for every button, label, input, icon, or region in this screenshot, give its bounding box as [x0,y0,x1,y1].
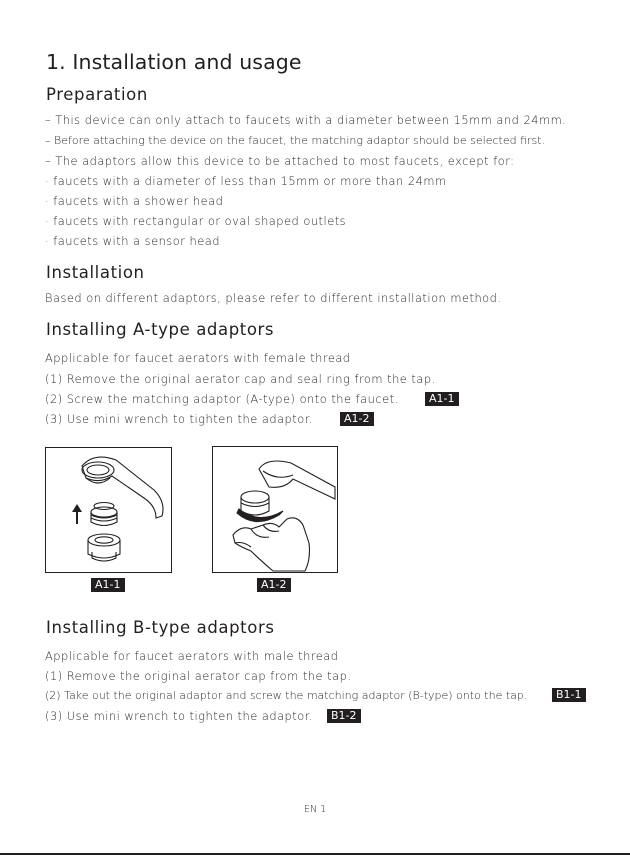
preparation-bullet: · faucets with rectangular or oval shaped outlets [45,214,347,228]
a-type-step-3: (3) Use mini wrench to tighten the adaptor. [45,412,313,426]
installation-text: Based on different adaptors, please refer to different installation method. [45,291,502,305]
b-type-step-2: (2) Take out the original adaptor and screw the matching adaptor (B-type) onto the tap. [45,689,528,702]
figure-reference-tag: B1-1 [552,688,586,702]
section-heading-b-type: Installing B-type adaptors [46,618,275,637]
figure-reference-tag: B1-2 [327,709,361,723]
preparation-bullet: · faucets with a shower head [45,194,224,208]
section-heading-a-type: Installing A-type adaptors [46,320,275,339]
figure-caption: A1-2 [257,578,291,592]
preparation-line: – This device can only attach to faucets with a diameter between 15mm and 24mm. [45,113,567,127]
figure-a1-1 [45,447,172,573]
figure-a1-2 [212,446,338,573]
preparation-bullet: · faucets with a diameter of less than 15mm or more than 24mm [45,174,447,188]
b-type-step-3: (3) Use mini wrench to tighten the adaptor. [45,709,313,723]
up-arrow-icon [72,504,82,524]
b-type-step-1: (1) Remove the original aerator cap from the tap. [45,669,352,683]
figure-caption: A1-1 [91,578,125,592]
page-title: 1. Installation and usage [46,50,302,74]
preparation-line: – Before attaching the device on the faucet, the matching adaptor should be selected first. [45,134,546,147]
figure-reference-tag: A1-1 [425,392,459,406]
section-heading-preparation: Preparation [46,85,148,104]
wrench-tightening-illustration [213,447,337,572]
a-type-step-1: (1) Remove the original aerator cap and seal ring from the tap. [45,372,436,386]
a-type-step-2: (2) Screw the matching adaptor (A-type) onto the faucet. [45,392,399,406]
page-number: EN 1 [304,804,327,815]
footer-rule [0,853,630,855]
section-heading-installation: Installation [46,263,145,282]
faucet-adaptor-illustration [46,448,171,572]
b-type-intro: Applicable for faucet aerators with male thread [45,649,339,663]
preparation-bullet: · faucets with a sensor head [45,234,220,248]
figure-reference-tag: A1-2 [340,412,374,426]
preparation-line: – The adaptors allow this device to be attached to most faucets, except for: [45,154,515,168]
a-type-intro: Applicable for faucet aerators with female thread [45,351,351,365]
